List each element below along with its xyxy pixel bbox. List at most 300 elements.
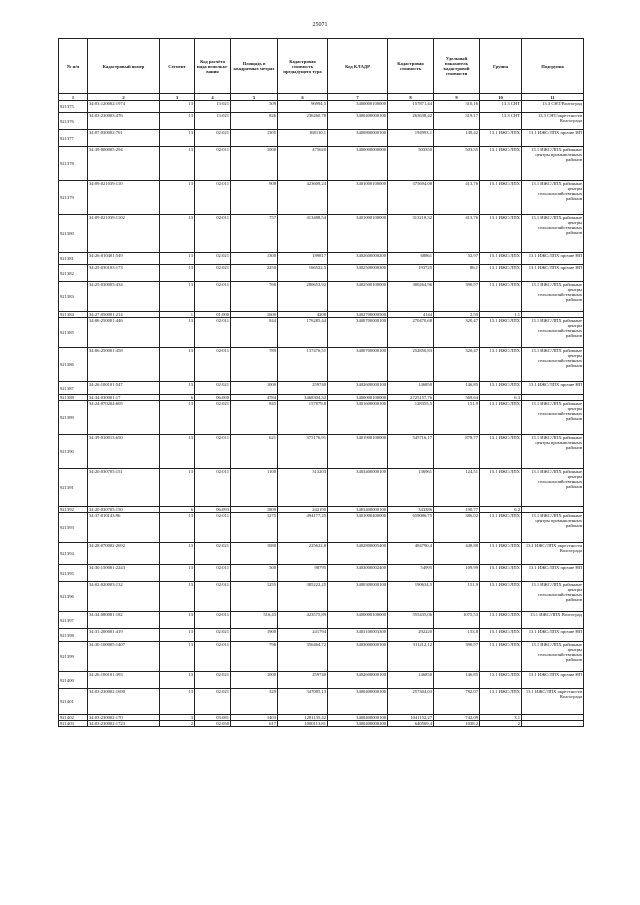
segment-cell: 13	[160, 130, 195, 147]
specific-cost-cell: 320,47	[434, 318, 480, 348]
kladr-code-cell: 3402500100000	[328, 282, 388, 312]
previous-cost-cell: 4208	[278, 312, 328, 318]
cadastral-cost-cell: 263638,42	[388, 113, 434, 130]
cadastral-number-cell: 34:30:100005:1407	[88, 642, 160, 672]
segment-cell: 6	[160, 395, 195, 401]
cadastral-number-cell: 34:20:030705:151	[88, 469, 160, 507]
table-row	[59, 513, 584, 543]
cadastral-cost-cell: 157871,44	[388, 101, 434, 113]
specific-cost-cell: 390,97	[434, 642, 480, 672]
cadastral-number-cell: 34:03:230002:170	[88, 715, 160, 721]
cadastral-cost-cell: 136961	[388, 469, 434, 507]
specific-cost-cell: 86,1	[434, 265, 480, 282]
cadastral-number-cell: 34:20:030705:150	[88, 507, 160, 513]
specific-cost-cell: 146,85	[434, 382, 480, 395]
area-cell: 845	[231, 401, 278, 435]
kladr-code-cell: 3401000400000	[328, 513, 388, 543]
segment-cell: 13	[160, 582, 195, 612]
specific-cost-cell: 503,35	[434, 147, 480, 181]
cadastral-cost-cell: 545716,17	[388, 435, 434, 469]
cadastral-number-cell: 34:03:120002:1974	[88, 101, 160, 113]
kladr-code-cell: 3401600000100	[328, 401, 388, 435]
specific-cost-cell: 448,88	[434, 543, 480, 565]
header-cell: Сегмент	[160, 39, 195, 94]
column-number: 7	[328, 94, 388, 101]
header-cell: Кадастровый номер	[88, 39, 160, 94]
area-cell: 329	[231, 689, 278, 715]
segment-cell: 13	[160, 401, 195, 435]
cadastral-number-cell: 34:06:250001:458	[88, 348, 160, 382]
row-number-cell: 921383	[59, 282, 88, 312]
header-cell: Удельный показатель кадастровой стоимости	[434, 39, 480, 94]
cadastral-number-cell: 34:30:150001:2243	[88, 565, 160, 582]
table-row	[59, 382, 584, 395]
cadastral-number-cell: 34:25:030103:173	[88, 265, 160, 282]
specific-cost-cell: 390,97	[434, 282, 480, 312]
specific-cost-cell: 782,07	[434, 689, 480, 715]
table-row	[59, 318, 584, 348]
usage-code-cell: 02:021	[195, 543, 231, 565]
group-cell: 13.1 ИЖС/ЛПХ	[480, 130, 522, 147]
area-cell: 1000	[231, 672, 278, 689]
row-number-cell: 921379	[59, 181, 88, 215]
segment-cell: 13	[160, 543, 195, 565]
row-number-cell: 921390	[59, 435, 88, 469]
previous-cost-cell: 96994,5	[278, 101, 328, 113]
previous-cost-cell: 385222,25	[278, 582, 328, 612]
kladr-code-cell: 3403400000100	[328, 469, 388, 507]
usage-code-cell: 02:021	[195, 253, 231, 265]
usage-code-cell: 02:021	[195, 629, 231, 642]
group-cell: 13.1 ИЖС/ЛПХ	[480, 582, 522, 612]
group-cell: 13.3 СНТ	[480, 113, 522, 130]
usage-code-cell: 13:021	[195, 113, 231, 130]
cadastral-cost-cell: 146850	[388, 672, 434, 689]
cadastral-number-cell: 34:28:070002:2692	[88, 543, 160, 565]
area-cell: 826	[231, 113, 278, 130]
specific-cost-cell: 190,77	[434, 507, 480, 513]
specific-cost-cell: 151,9	[434, 401, 480, 435]
subgroup-cell: 13.1 ИЖС/ЛПХ районные центры сельскохозяйственных районов	[522, 282, 584, 312]
group-cell: 13.1 ИЖС/ЛПХ	[480, 469, 522, 507]
group-cell: 13.1 ИЖС/ЛПХ	[480, 147, 522, 181]
table-row	[59, 147, 584, 181]
usage-code-cell: 02:011	[195, 348, 231, 382]
previous-cost-cell: 3468304,32	[278, 395, 328, 401]
cadastral-number-cell: 34:03:230002:1723	[88, 721, 160, 727]
usage-code-cell: 02:011	[195, 469, 231, 507]
previous-cost-cell: 347085,13	[278, 689, 328, 715]
previous-cost-cell: 280653,92	[278, 282, 328, 312]
usage-code-cell: 02:011	[195, 181, 231, 215]
cadastral-cost-cell: 257304,03	[388, 689, 434, 715]
column-number: 11	[522, 94, 584, 101]
segment-cell: 13	[160, 147, 195, 181]
row-number-cell: 921393	[59, 513, 88, 543]
specific-cost-cell: 2,59	[434, 312, 480, 318]
cadastral-cost-cell: 128355,5	[388, 401, 434, 435]
area-cell: 1300	[231, 253, 278, 265]
area-cell: 617	[231, 721, 278, 727]
cadastral-cost-cell: 555435,06	[388, 612, 434, 629]
cadastral-cost-cell: 252850,83	[388, 348, 434, 382]
specific-cost-cell: 320,47	[434, 348, 480, 382]
area-cell: 1809	[231, 507, 278, 513]
kladr-code-cell: 3400000000000	[328, 147, 388, 181]
segment-cell: 13	[160, 382, 195, 395]
previous-cost-cell: 166522,5	[278, 265, 328, 282]
usage-code-cell: 13:021	[195, 101, 231, 113]
column-number: 10	[480, 94, 522, 101]
segment-cell: 13	[160, 282, 195, 312]
previous-cost-cell: 356464,72	[278, 642, 328, 672]
group-cell: 13.1 ИЖС/ЛПХ	[480, 282, 522, 312]
header-cell: Кадастровая стоимость	[388, 39, 434, 94]
table-row	[59, 215, 584, 253]
group-cell: 13.1 ИЖС/ЛПХ	[480, 642, 522, 672]
kladr-code-cell: 3401000100000	[328, 215, 388, 253]
area-cell: 1900	[231, 629, 278, 642]
subgroup-cell: 13.3 СНТ/окрестности Волгограда	[522, 113, 584, 130]
table-row	[59, 612, 584, 629]
subgroup-cell	[522, 721, 584, 727]
subgroup-cell: 13.1 ИЖС/ЛПХ прочие НП	[522, 565, 584, 582]
kladr-code-cell: 3400800000100	[328, 130, 388, 147]
area-cell: 1000	[231, 382, 278, 395]
subgroup-cell: 13.1 ИЖС/ЛПХ окрестности Волгограда	[522, 543, 584, 565]
usage-code-cell: 02:011	[195, 582, 231, 612]
previous-cost-cell: 1281135,42	[278, 715, 328, 721]
segment-cell: 13	[160, 318, 195, 348]
area-cell: 844	[231, 318, 278, 348]
column-number: 9	[434, 94, 480, 101]
usage-code-cell: 02:050	[195, 721, 231, 727]
cadastral-number-cell: 34:06:250001:446	[88, 318, 160, 348]
previous-cost-cell: 413488,54	[278, 215, 328, 253]
cadastral-number-cell: 34:26:100101:393	[88, 672, 160, 689]
row-number-cell: 921380	[59, 215, 88, 253]
specific-cost-cell: 319,17	[434, 113, 480, 130]
table-row	[59, 101, 584, 113]
cadastral-number-cell: 34:07:030002:761	[88, 130, 160, 147]
row-number-cell: 921399	[59, 642, 88, 672]
table-row	[59, 253, 584, 265]
kladr-code-cell: 3400000100000	[328, 395, 388, 401]
area-cell: 516,43	[231, 612, 278, 629]
group-cell: 13.1 ИЖС/ЛПХ	[480, 401, 522, 435]
segment-cell: 13	[160, 469, 195, 507]
kladr-code-cell: 3400400000100	[328, 715, 388, 721]
kladr-code-cell: 3402500000300	[328, 265, 388, 282]
table-row	[59, 401, 584, 435]
cadastral-cost-cell: 484790,4	[388, 543, 434, 565]
area-cell: 4784	[231, 395, 278, 401]
previous-cost-cell: 1000113,81	[278, 721, 328, 727]
subgroup-cell: 13.1 ИЖС/ЛПХ районные центры промышленных районов	[522, 513, 584, 543]
subgroup-cell: 13.1 ИЖС/ЛПХ районные центры сельскохозяйственных районов	[522, 181, 584, 215]
table-row	[59, 435, 584, 469]
subgroup-cell: 13.1 ИЖС/ЛПХ прочие НП	[522, 672, 584, 689]
area-cell: 500	[231, 565, 278, 582]
subgroup-cell: 13.1 ИЖС/ЛПХ районные центры сельскохозяйственных районов	[522, 642, 584, 672]
table-row	[59, 348, 584, 382]
segment-cell: 13	[160, 435, 195, 469]
specific-cost-cell: 151,9	[434, 582, 480, 612]
cadastral-number-cell: 34:03:230002:1690	[88, 689, 160, 715]
header-cell: Подгруппа	[522, 39, 584, 94]
segment-cell: 1	[160, 312, 195, 318]
specific-cost-cell: 146,85	[434, 672, 480, 689]
group-cell: 3.1	[480, 715, 522, 721]
usage-code-cell: 02:011	[195, 435, 231, 469]
previous-cost-cell: 225622,8	[278, 543, 328, 565]
kladr-code-cell: 3400000100000	[328, 612, 388, 629]
table-row	[59, 565, 584, 582]
previous-cost-cell: 236260,78	[278, 113, 328, 130]
kladr-code-cell: 3402800005400	[328, 543, 388, 565]
segment-cell: 13	[160, 629, 195, 642]
usage-code-cell: 06:000	[195, 395, 231, 401]
group-cell: 13.1 ИЖС/ЛПХ	[480, 435, 522, 469]
usage-code-cell: 02:021	[195, 689, 231, 715]
group-cell: 13.3 СНТ	[480, 101, 522, 113]
kladr-code-cell: 3400000100000	[328, 101, 388, 113]
row-number-cell: 921400	[59, 672, 88, 689]
area-cell: 1100	[231, 469, 278, 507]
row-number-cell: 921397	[59, 612, 88, 629]
cadastral-number-cell: 34:34:080081:182	[88, 612, 160, 629]
column-number: 6	[278, 94, 328, 101]
cadastral-cost-cell: 4144	[388, 312, 434, 318]
table-row	[59, 629, 584, 642]
row-number-cell: 921395	[59, 565, 88, 582]
table-row	[59, 265, 584, 282]
specific-cost-cell: 52,97	[434, 253, 480, 265]
row-number-cell: 921381	[59, 253, 88, 265]
area-cell: 789	[231, 348, 278, 382]
cadastral-cost-cell: 190634,5	[388, 582, 434, 612]
column-number: 8	[388, 94, 434, 101]
usage-code-cell: 03:081	[195, 715, 231, 721]
row-number-cell: 921389	[59, 401, 88, 435]
group-cell: 13.1 ИЖС/ЛПХ	[480, 215, 522, 253]
previous-cost-cell: 494177,25	[278, 513, 328, 543]
specific-cost-cell: 124,51	[434, 469, 480, 507]
row-number-cell: 921387	[59, 382, 88, 395]
row-number-cell: 921403	[59, 721, 88, 727]
header-cell: Площадь в квадратных метрах	[231, 39, 278, 94]
subgroup-cell: 13.1 ИЖС/ЛПХ районные центры промышленных районов	[522, 147, 584, 181]
kladr-code-cell: 3400400000100	[328, 689, 388, 715]
kladr-code-cell: 3400300000100	[328, 582, 388, 612]
usage-code-cell: 02:011	[195, 215, 231, 253]
group-cell: 13.1 ИЖС/ЛПХ	[480, 382, 522, 395]
previous-cost-cell: 98795	[278, 565, 328, 582]
table-row	[59, 181, 584, 215]
segment-cell: 13	[160, 642, 195, 672]
subgroup-cell: 13.1 ИЖС/ЛПХ прочие НП	[522, 629, 584, 642]
specific-cost-cell: 742,09	[434, 715, 480, 721]
header-cell: Код КЛАДР	[328, 39, 388, 94]
cadastral-cost-cell: 194993,1	[388, 130, 434, 147]
column-number: 5	[231, 94, 278, 101]
previous-cost-cell: 313203	[278, 469, 328, 507]
cadastral-number-cell: 34:27:050001:214	[88, 312, 160, 318]
cadastral-cost-cell: 292220	[388, 629, 434, 642]
cadastral-number-cell: 34:26:010401:549	[88, 253, 160, 265]
group-cell: 6.3	[480, 395, 522, 401]
header-row	[59, 39, 584, 94]
cadastral-number-cell: 34:26:100101:547	[88, 382, 160, 395]
group-cell: 13.1 ИЖС/ЛПХ	[480, 565, 522, 582]
group-cell: 13.1 ИЖС/ЛПХ	[480, 543, 522, 565]
cadastral-cost-cell: 300264,96	[388, 282, 434, 312]
kladr-code-cell: 3400400000100	[328, 113, 388, 130]
specific-cost-cell: 149,42	[434, 130, 480, 147]
cadastral-cost-cell: 2725157,76	[388, 395, 434, 401]
row-number-cell: 921378	[59, 147, 88, 181]
group-cell: 2	[480, 721, 522, 727]
subgroup-cell: 13.1 ИЖС/ЛПХ Волгоград	[522, 612, 584, 629]
area-cell: 509	[231, 101, 278, 113]
header-cell: Группа	[480, 39, 522, 94]
previous-cost-cell: 423575,89	[278, 612, 328, 629]
cadastral-cost-cell: 343386	[388, 507, 434, 513]
kladr-code-cell: 3400700000100	[328, 318, 388, 348]
previous-cost-cell: 259740	[278, 672, 328, 689]
group-cell: 13.1 ИЖС/ЛПХ	[480, 265, 522, 282]
area-cell: 768	[231, 282, 278, 312]
segment-cell: 13	[160, 265, 195, 282]
specific-cost-cell: 413,76	[434, 215, 480, 253]
subgroup-cell: 13.1 ИЖС/ЛПХ районные центры сельскохозяйственных районов	[522, 348, 584, 382]
usage-code-cell: 02:021	[195, 265, 231, 282]
table-body	[59, 101, 584, 727]
table-row	[59, 672, 584, 689]
table-row	[59, 689, 584, 715]
table-row	[59, 282, 584, 312]
subgroup-cell: 13.1 ИЖС/ЛПХ прочие НП	[522, 253, 584, 265]
specific-cost-cell: 878,77	[434, 435, 480, 469]
segment-cell: 13	[160, 348, 195, 382]
header-cell: № п/п	[59, 39, 88, 94]
cadastral-number-cell: 34:09:021039:110	[88, 181, 160, 215]
group-cell: 13.1 ИЖС/ЛПХ	[480, 513, 522, 543]
row-number-cell: 921386	[59, 348, 88, 382]
previous-cost-cell: 241794	[278, 629, 328, 642]
area-cell: 796	[231, 642, 278, 672]
row-number-cell: 921375	[59, 101, 88, 113]
segment-cell: 13	[160, 565, 195, 582]
segment-cell: 13	[160, 113, 195, 130]
segment-cell: 13	[160, 672, 195, 689]
cadastral-cost-cell: 311212,12	[388, 642, 434, 672]
cadastral-number-cell: 34:34:030001:17	[88, 395, 160, 401]
row-number-cell: 921402	[59, 715, 88, 721]
table-row	[59, 113, 584, 130]
usage-code-cell: 02:011	[195, 318, 231, 348]
usage-code-cell: 01:000	[195, 312, 231, 318]
subgroup-cell: 13.1 ИЖС/ЛПХ районные центры промышленных районов	[522, 435, 584, 469]
usage-code-cell: 02:011	[195, 642, 231, 672]
group-cell: 1.1	[480, 312, 522, 318]
group-cell: 13.1 ИЖС/ЛПХ	[480, 672, 522, 689]
area-cell: 1403	[231, 715, 278, 721]
cadastral-cost-cell: 659086,75	[388, 513, 434, 543]
kladr-code-cell: 3401000100000	[328, 181, 388, 215]
cadastral-number-cell: 34:24:070204:605	[88, 401, 160, 435]
kladr-code-cell: 3403400000100	[328, 507, 388, 513]
group-cell: 13.1 ИЖС/ЛПХ	[480, 318, 522, 348]
segment-cell: 13	[160, 101, 195, 113]
cadastral-number-cell: 34:25:030005:434	[88, 282, 160, 312]
usage-code-cell: 02:021	[195, 672, 231, 689]
previous-cost-cell: 475620	[278, 147, 328, 181]
usage-code-cell: 02:011	[195, 565, 231, 582]
segment-cell: 6	[160, 507, 195, 513]
specific-cost-cell: 1075,53	[434, 612, 480, 629]
specific-cost-cell: 1038,2	[434, 721, 480, 727]
row-number-cell: 921382	[59, 265, 88, 282]
row-number-cell: 921396	[59, 582, 88, 612]
header-cell: Код расчёта вида использо-вания	[195, 39, 231, 94]
group-cell: 13.1 ИЖС/ЛПХ	[480, 689, 522, 715]
area-cell: 1255	[231, 582, 278, 612]
column-number-row	[59, 94, 584, 101]
group-cell: 13.1 ИЖС/ЛПХ	[480, 253, 522, 265]
subgroup-cell: 13.1 ИЖС/ЛПХ окрестности Волгограда	[522, 689, 584, 715]
segment-cell: 13	[160, 513, 195, 543]
cadastral-cost-cell: 313218,32	[388, 215, 434, 253]
segment-cell: 2	[160, 721, 195, 727]
group-cell: 13.1 ИЖС/ЛПХ	[480, 612, 522, 629]
row-number-cell: 921384	[59, 312, 88, 318]
subgroup-cell: 13.1 ИЖС/ЛПХ прочие НП	[522, 265, 584, 282]
kladr-code-cell: 3400400000100	[328, 721, 388, 727]
area-cell: 908	[231, 181, 278, 215]
cadastral-number-cell: 34:31:200001:419	[88, 629, 160, 642]
column-number: 3	[160, 94, 195, 101]
row-number-cell: 921401	[59, 689, 88, 715]
table-row	[59, 469, 584, 507]
area-cell: 2250	[231, 265, 278, 282]
specific-cost-cell: 153,8	[434, 629, 480, 642]
previous-cost-cell: 423609,24	[278, 181, 328, 215]
table-row	[59, 543, 584, 565]
usage-code-cell: 06:093	[195, 507, 231, 513]
usage-code-cell: 02:021	[195, 130, 231, 147]
kladr-code-cell: 3402700000500	[328, 312, 388, 318]
table-row	[59, 130, 584, 147]
row-number-cell: 921376	[59, 113, 88, 130]
usage-code-cell: 02:011	[195, 612, 231, 629]
area-cell: 1600	[231, 312, 278, 318]
previous-cost-cell: 259740	[278, 382, 328, 395]
cadastral-table	[58, 38, 584, 727]
specific-cost-cell: 413,76	[434, 181, 480, 215]
cadastral-cost-cell: 270470,68	[388, 318, 434, 348]
area-cell: 621	[231, 435, 278, 469]
specific-cost-cell: 109,99	[434, 565, 480, 582]
segment-cell: 13	[160, 181, 195, 215]
cadastral-cost-cell: 146850	[388, 382, 434, 395]
cadastral-cost-cell: 1041152,27	[388, 715, 434, 721]
previous-cost-cell: 242190	[278, 507, 328, 513]
area-cell: 1080	[231, 543, 278, 565]
usage-code-cell: 02:021	[195, 382, 231, 395]
kladr-code-cell: 3403000000100	[328, 642, 388, 672]
specific-cost-cell: 569,64	[434, 395, 480, 401]
